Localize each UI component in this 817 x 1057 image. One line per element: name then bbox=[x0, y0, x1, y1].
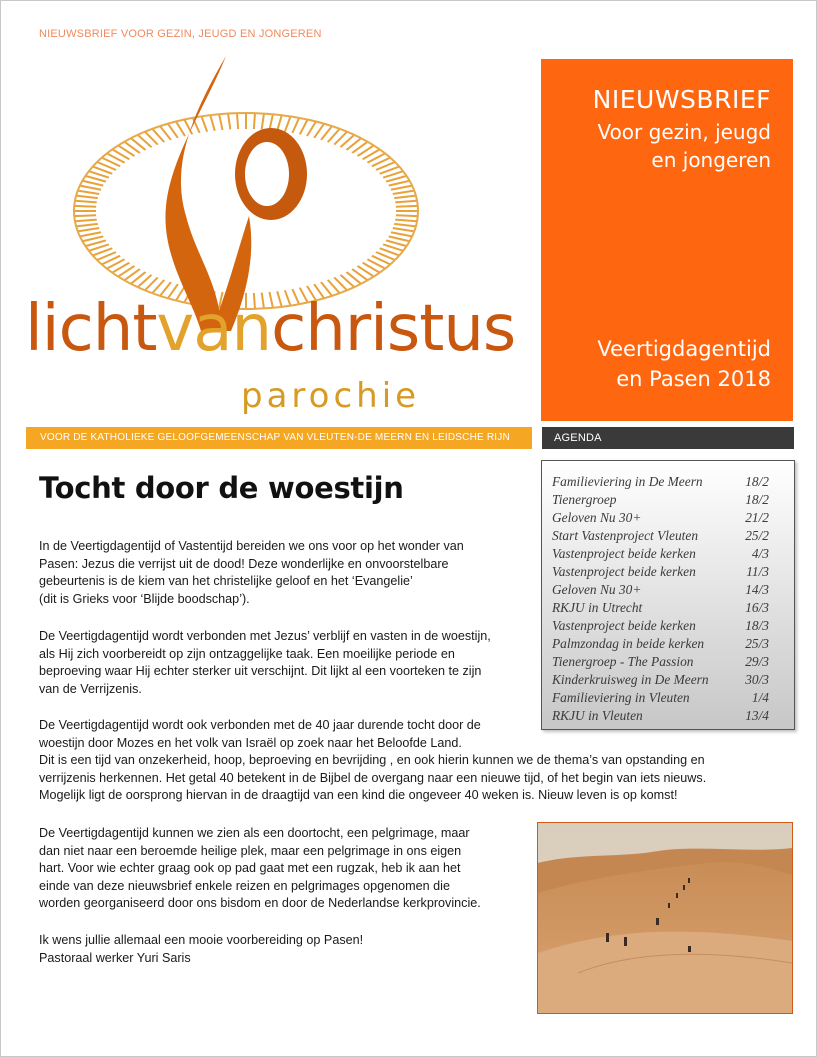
agenda-event: Tienergroep - The Passion bbox=[552, 654, 694, 669]
agenda-date: 30/3 bbox=[745, 672, 769, 687]
agenda-date: 1/4 bbox=[751, 690, 769, 705]
logo-ray bbox=[395, 201, 417, 203]
agenda-event: Vastenproject beide kerken bbox=[552, 618, 696, 633]
logo-ray bbox=[262, 114, 264, 130]
agenda-date: 18/2 bbox=[745, 492, 769, 507]
text-line: einde van deze nieuwsbrief enkele reizen en pelgrimages opgenomen die bbox=[39, 878, 450, 893]
agenda-event: Familieviering in Vleuten bbox=[552, 690, 690, 705]
logo-ray bbox=[78, 228, 100, 231]
hero-edition-line: en Pasen 2018 bbox=[616, 367, 771, 391]
agenda-event: RKJU in Utrecht bbox=[552, 600, 643, 615]
logo-ray bbox=[393, 228, 415, 231]
logo-ray bbox=[237, 113, 238, 129]
agenda-item bbox=[552, 600, 769, 618]
logo-ray bbox=[277, 115, 282, 131]
logo-ray bbox=[307, 121, 316, 136]
agenda-event: Geloven Nu 30+ bbox=[552, 582, 642, 597]
logo-ray bbox=[82, 181, 103, 186]
agenda-date: 13/4 bbox=[745, 708, 769, 723]
logo-ray bbox=[396, 215, 418, 216]
article-signoff bbox=[39, 932, 459, 967]
logo-subtitle: parochie bbox=[241, 376, 421, 416]
logo-ray bbox=[228, 114, 230, 130]
logo-ray bbox=[391, 186, 412, 190]
logo-word-christus: christus bbox=[271, 292, 516, 366]
logo-ray bbox=[80, 186, 101, 190]
desert-photo bbox=[537, 822, 793, 1014]
logo-ray bbox=[389, 181, 410, 186]
agenda-event: Kinderkruisweg in De Meern bbox=[552, 672, 709, 687]
logo-ray bbox=[394, 224, 416, 227]
agenda-item bbox=[552, 582, 769, 600]
text-line: gebeurtenis is de kiem van het christelijke geloof en het ‘Evangelie’ bbox=[39, 574, 413, 588]
agenda-date: 25/3 bbox=[745, 636, 769, 651]
text-line: Dit is een tijd van onzekerheid, hoop, beproeving en bevrijding , en ook hierin kunnen we de thema’s van opstanding en bbox=[39, 753, 705, 767]
agenda-item bbox=[552, 564, 769, 582]
logo-word-licht: licht bbox=[25, 292, 157, 366]
logo-ray bbox=[201, 116, 207, 131]
agenda-date: 29/3 bbox=[745, 654, 769, 669]
logo-ray bbox=[391, 232, 412, 236]
agenda-date: 18/3 bbox=[745, 618, 769, 633]
logo-ray bbox=[193, 118, 200, 133]
text-line: worden georganiseerd door ons bisdom en door de Nederlandse kerkprovincie. bbox=[39, 896, 481, 910]
text-line: woestijn door Mozes en het volk van Israël op zoek naar het Beloofde Land. bbox=[39, 735, 462, 750]
community-band bbox=[26, 427, 532, 449]
logo-ray bbox=[219, 114, 222, 130]
logo-wordmark bbox=[25, 292, 516, 366]
agenda-item bbox=[552, 690, 769, 708]
logo-ray bbox=[74, 215, 96, 216]
text-line: Pasen: Jezus die verrijst uit de dood! Deze wonderlijke en onvoorstelbare bbox=[39, 556, 449, 571]
logo-ray bbox=[314, 124, 324, 138]
hero-edition-line: Veertigdagentijd bbox=[597, 337, 771, 361]
agenda-item bbox=[552, 708, 769, 726]
agenda-event: Vastenproject beide kerken bbox=[552, 564, 696, 579]
text-line: De Veertigdagentijd kunnen we zien als een doortocht, een pelgrimage, maar bbox=[39, 826, 470, 840]
logo-ray bbox=[78, 191, 100, 194]
hero-edition bbox=[531, 334, 771, 394]
logo-ray bbox=[184, 120, 192, 135]
agenda-box bbox=[541, 460, 795, 730]
logo-ray bbox=[393, 191, 415, 194]
hero-subtitle-line: Voor gezin, jeugd bbox=[597, 120, 771, 144]
text-line: Ik wens jullie allemaal een mooie voorbereiding op Pasen! bbox=[39, 933, 364, 947]
agenda-date: 4/3 bbox=[751, 546, 769, 561]
agenda-date: 11/3 bbox=[746, 564, 769, 579]
hero-box bbox=[541, 59, 793, 421]
hero-subtitle-line: en jongeren bbox=[651, 148, 771, 172]
logo-ray bbox=[285, 116, 291, 131]
text-line: Mogelijk ligt de oorsprong hiervan in de draagtijd van een kind die ongeveer 40 weken is. Nieuw leven is op komst! bbox=[39, 788, 678, 802]
agenda-item bbox=[552, 636, 769, 654]
article-paragraph bbox=[39, 717, 799, 805]
text-line: De Veertigdagentijd wordt ook verbonden met de 40 jaar durende tocht door de bbox=[39, 718, 481, 732]
agenda-event: Familieviering in De Meern bbox=[552, 474, 703, 489]
logo-graphic bbox=[21, 56, 521, 426]
hero-title: NIEUWSBRIEF bbox=[592, 85, 771, 114]
agenda-band bbox=[542, 427, 794, 449]
logo-ray bbox=[292, 118, 299, 133]
article-title: Tocht door de woestijn bbox=[39, 471, 404, 505]
logo-ray bbox=[386, 176, 407, 182]
text-line: In de Veertigdagentijd of Vastentijd bereiden we ons voor op het wonder van bbox=[39, 539, 464, 553]
logo-ray bbox=[76, 224, 98, 227]
agenda-date: 14/3 bbox=[745, 582, 769, 597]
agenda-item bbox=[552, 654, 769, 672]
text-line: beproeving waar Hij echter sterker uit verschijnt. Dit lijkt al een voorteken te zijn bbox=[39, 664, 482, 678]
logo-ray bbox=[394, 196, 416, 199]
text-line: verrijzenis herkennen. Het getal 40 betekent in de Bijbel de overgang naar een nieuwe tijd, of het begin van iets nieuws. bbox=[39, 770, 707, 785]
agenda-date: 18/2 bbox=[745, 474, 769, 489]
header-tagline: NIEUWSBRIEF VOOR GEZIN, JEUGD EN JONGEREN bbox=[39, 28, 322, 40]
logo-ray bbox=[269, 114, 272, 130]
agenda-item bbox=[552, 474, 769, 492]
agenda-event: Tienergroep bbox=[552, 492, 617, 507]
agenda-event: Vastenproject beide kerken bbox=[552, 546, 696, 561]
agenda-date: 21/2 bbox=[745, 510, 769, 525]
logo-ray bbox=[210, 115, 215, 131]
agenda-date: 16/3 bbox=[745, 600, 769, 615]
agenda-item bbox=[552, 492, 769, 510]
logo-ray bbox=[85, 176, 106, 182]
agenda-event: Palmzondag in beide kerken bbox=[552, 636, 705, 651]
logo-ray bbox=[76, 196, 98, 199]
logo-ray bbox=[75, 201, 97, 203]
logo-ray bbox=[389, 236, 410, 241]
article-paragraph bbox=[39, 628, 539, 698]
logo-ray bbox=[168, 124, 178, 138]
logo-ray bbox=[176, 121, 185, 136]
agenda-item bbox=[552, 672, 769, 690]
text-line: van de Verrijzenis. bbox=[39, 681, 142, 696]
logo-ray bbox=[74, 206, 96, 207]
logo-word-van: van bbox=[156, 292, 272, 366]
logo-ray bbox=[85, 240, 106, 246]
logo-ray bbox=[396, 206, 418, 207]
author-line: Pastoraal werker Yuri Saris bbox=[39, 950, 191, 965]
logo-ray bbox=[300, 120, 308, 135]
agenda-item bbox=[552, 546, 769, 564]
text-line: (dit is Grieks voor ‘Blijde boodschap’). bbox=[39, 591, 250, 606]
agenda-item bbox=[552, 510, 769, 528]
logo-ray bbox=[254, 113, 255, 129]
article-paragraph bbox=[39, 825, 519, 913]
agenda-item bbox=[552, 618, 769, 636]
text-line: De Veertigdagentijd wordt verbonden met Jezus’ verblijf en vasten in de woestijn, bbox=[39, 629, 491, 643]
agenda-item bbox=[552, 528, 769, 546]
logo-ray bbox=[395, 220, 417, 222]
logo-ray bbox=[82, 236, 103, 241]
agenda-event: RKJU in Vleuten bbox=[552, 708, 643, 723]
hero-subtitle bbox=[541, 118, 771, 174]
logo-ray bbox=[75, 220, 97, 222]
agenda-date: 25/2 bbox=[745, 528, 769, 543]
text-line: dan niet naar een beroemde heilige plek, maar een pelgrimage in ons eigen bbox=[39, 843, 462, 858]
community-band-label: VOOR DE KATHOLIEKE GELOOFGEMEENSCHAP VAN VLEUTEN-DE MEERN EN LEIDSCHE RIJN bbox=[40, 432, 510, 443]
agenda-band-label: AGENDA bbox=[554, 432, 602, 444]
text-line: hart. Voor wie echter graag ook op pad gaat met een rugzak, heb ik aan het bbox=[39, 861, 461, 875]
logo-ray bbox=[80, 232, 101, 236]
desert-image bbox=[538, 823, 792, 1013]
agenda-event: Start Vastenproject Vleuten bbox=[552, 528, 699, 543]
agenda-event: Geloven Nu 30+ bbox=[552, 510, 642, 525]
article-paragraph bbox=[39, 538, 534, 608]
text-line: als Hij zich voorbereidt op zijn ontzaggelijke taak. Een moeilijke periode en bbox=[39, 646, 455, 661]
logo-ray bbox=[386, 240, 407, 246]
